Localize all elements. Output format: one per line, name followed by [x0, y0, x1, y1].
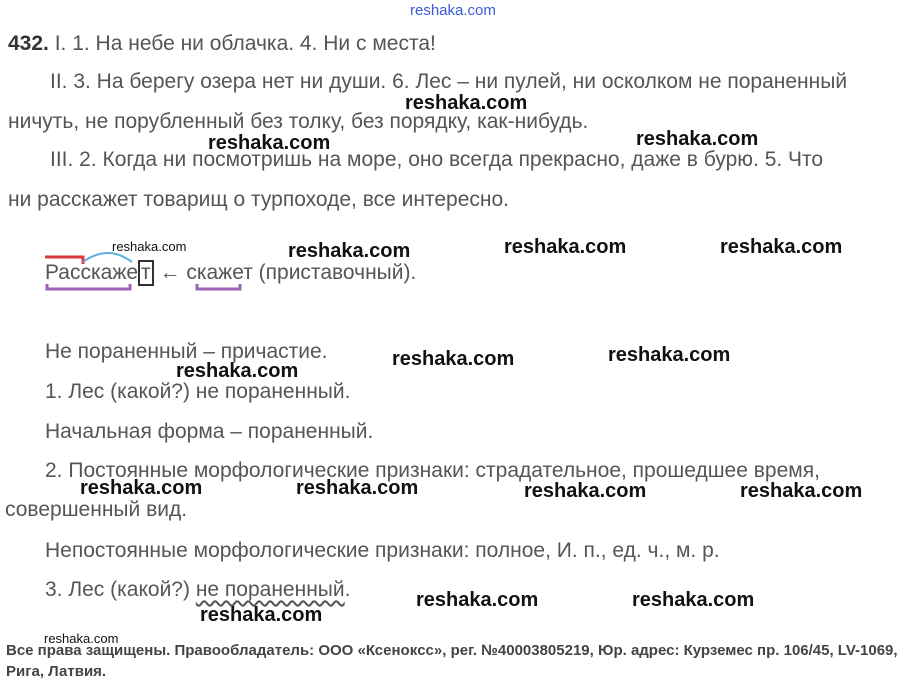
watermark: reshaka.com	[288, 240, 411, 262]
watermark: reshaka.com	[720, 236, 843, 258]
watermark: reshaka.com	[636, 128, 759, 150]
word-analysis	[45, 260, 416, 286]
watermark: reshaka.com	[524, 480, 647, 502]
watermark: reshaka.com	[632, 589, 755, 611]
derivation-arrow: ←	[153, 261, 187, 284]
task-line-3: ничуть, не порубленный без толку, без порядку, как-нибудь.	[8, 110, 589, 133]
participle-wavy: не пораненный	[195, 578, 345, 601]
parsing-point-3	[45, 578, 350, 602]
parsing-point-1: 1. Лес (какой?) не пораненный.	[45, 380, 351, 403]
task-line-5: ни расскажет товарищ о турпоходе, все интересно.	[8, 188, 510, 211]
parsing-nonconstant: Непостоянные морфологические признаки: полное, И. п., ед. ч., м. р.	[45, 539, 720, 562]
task-line-1-text: I. 1. На небе ни облачка. 4. Ни с места!	[48, 32, 436, 55]
watermark: reshaka.com	[392, 348, 515, 370]
source-word: скажет	[186, 261, 253, 284]
task-line-1	[8, 32, 436, 56]
watermark: reshaka.com	[504, 236, 627, 258]
derivation-note: (приставочный).	[252, 261, 417, 284]
top-watermark: reshaka.com	[410, 2, 496, 19]
watermark: reshaka.com	[200, 604, 323, 626]
watermark: reshaka.com	[208, 132, 331, 154]
ending-box: т	[138, 260, 154, 286]
watermark: reshaka.com	[80, 477, 203, 499]
watermark: reshaka.com	[416, 589, 539, 611]
task-line-4: III. 2. Когда ни посмотришь на море, оно всегда прекрасно, даже в бурю. 5. Что	[50, 148, 824, 171]
watermark: reshaka.com	[44, 631, 119, 646]
task-number: 432.	[8, 32, 49, 55]
copyright-footer: Все права защищены. Правообладатель: ООО «Ксенокcс», рег. №40003805219, Юр. адрес: Курземес пр. 106/45, LV-1069, Рига, Латвия.	[6, 642, 898, 680]
task-line-2: II. 3. На берегу озера нет ни души. 6. Лес – ни пулей, ни осколком не пораненный	[50, 70, 848, 93]
parsing-heading: Не пораненный – причастие.	[45, 340, 328, 363]
parsing-point-3-end: .	[344, 578, 351, 601]
watermark: reshaka.com	[176, 360, 299, 382]
parsing-initial-form: Начальная форма – пораненный.	[45, 420, 374, 443]
word-stem: Расскажe	[45, 261, 139, 284]
watermark: reshaka.com	[608, 344, 731, 366]
parsing-point-2: 2. Постоянные морфологические признаки: страдательное, прошедшее время,	[45, 459, 820, 482]
watermark: reshaka.com	[405, 92, 528, 114]
watermark: reshaka.com	[112, 239, 187, 254]
parsing-point-2-cont: совершенный вид.	[5, 498, 188, 521]
parsing-point-3-prefix: 3. Лес (какой?)	[45, 578, 196, 601]
watermark: reshaka.com	[740, 480, 863, 502]
watermark: reshaka.com	[296, 477, 419, 499]
